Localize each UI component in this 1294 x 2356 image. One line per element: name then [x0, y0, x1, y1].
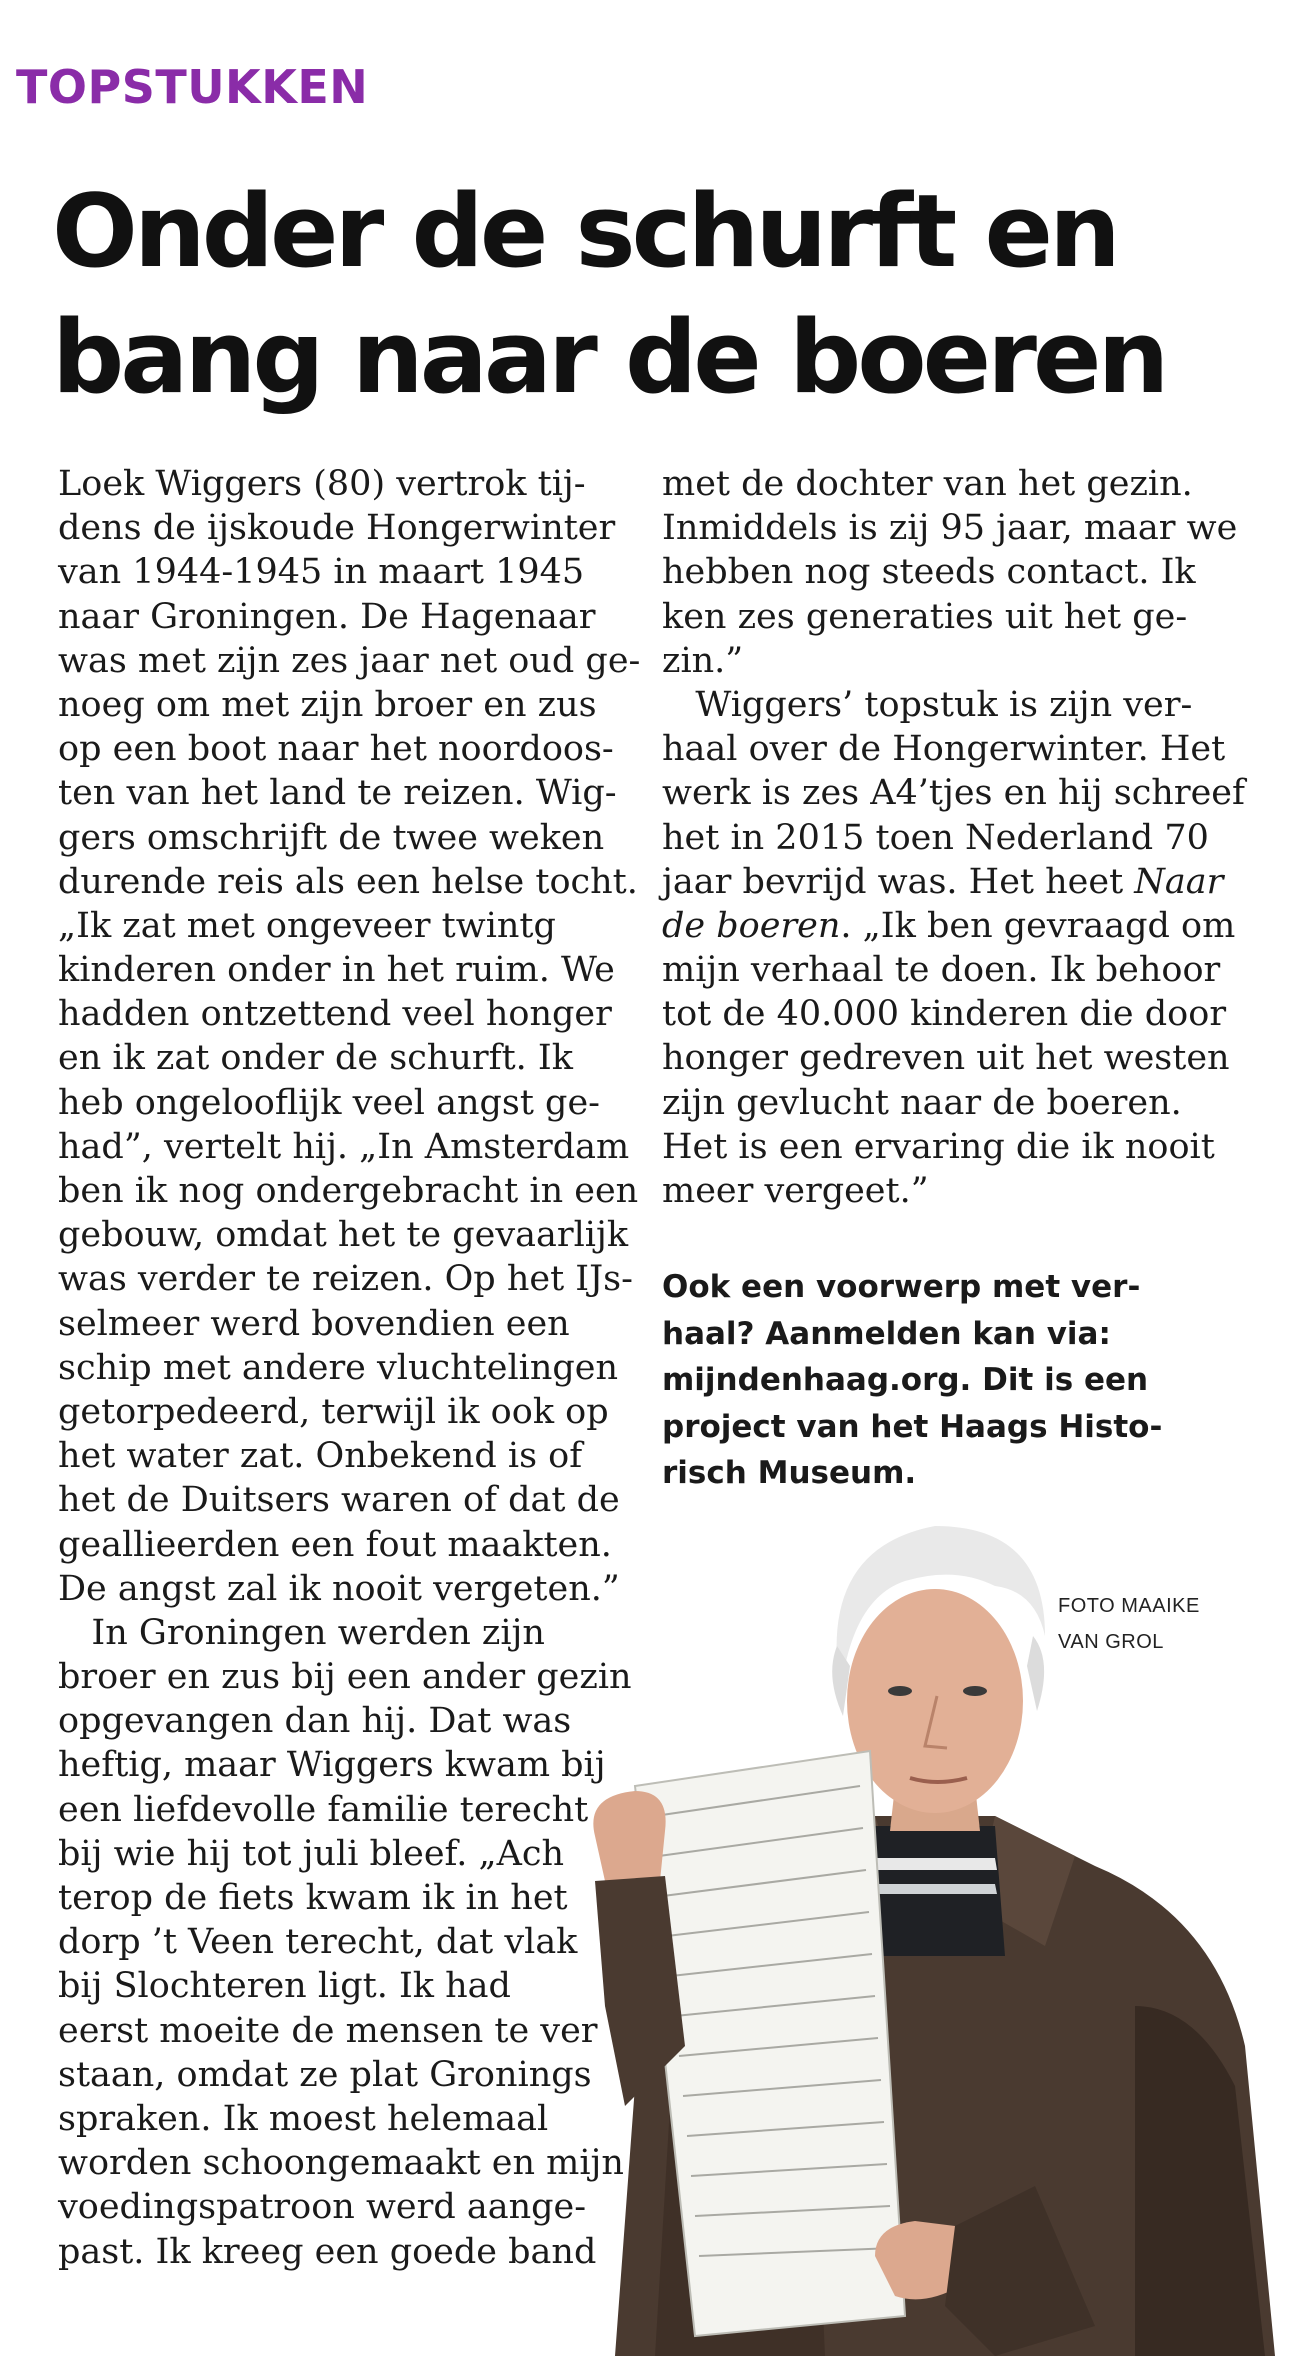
- body-line: een liefdevolle familie terecht: [58, 1789, 589, 1830]
- photo-credit: [1058, 1588, 1200, 1660]
- body-line: broer en zus bij een ander gezin: [58, 1657, 632, 1698]
- body-line: en ik zat onder de schurft. Ik: [58, 1038, 573, 1079]
- body-line: meer vergeet.”: [662, 1171, 929, 1211]
- body-line: Loek Wiggers (80) vertrok tij-: [58, 464, 586, 504]
- body-line: eerst moeite de mensen te ver: [58, 2010, 598, 2051]
- body-line: heb ongelooflijk veel angst ge-: [58, 1082, 601, 1123]
- body-line: ten van het land te reizen. Wig-: [58, 773, 617, 814]
- body-line: „Ik zat met ongeveer twintg: [58, 905, 556, 946]
- body-line: bij Slochteren ligt. Ik had: [58, 1966, 511, 2007]
- sweater-stripe: [873, 1884, 997, 1894]
- body-text: jaar bevrijd was. Het heet: [662, 861, 1124, 902]
- body-line: had”, vertelt hij. „In Amsterdam: [58, 1126, 630, 1167]
- body-line: dens de ijskoude Hongerwinter: [58, 508, 616, 549]
- headline-line-2: bang naar de boeren: [52, 298, 1166, 416]
- body-line: schip met andere vluchtelingen: [58, 1347, 619, 1388]
- body-line-with-title: [662, 860, 1262, 904]
- body-line: met de dochter van het gezin.: [662, 464, 1193, 504]
- body-line: was verder te reizen. Op het IJs-: [58, 1259, 633, 1300]
- body-line-with-title: [662, 904, 1262, 948]
- story-title-part-1: Naar: [1134, 861, 1224, 902]
- body-line: was met zijn zes jaar net oud ge-: [58, 640, 641, 681]
- body-column-left: [58, 462, 641, 2274]
- body-line: honger gedreven uit het westen: [662, 1038, 1230, 1079]
- body-line: heftig, maar Wiggers kwam bij: [58, 1745, 606, 1786]
- body-line: hebben nog steeds contact. Ik: [662, 552, 1196, 593]
- hand: [593, 1791, 665, 1889]
- body-line: mijn verhaal te doen. Ik behoor: [662, 950, 1221, 991]
- body-line: noeg om met zijn broer en zus: [58, 684, 597, 725]
- sweater-stripe: [873, 1858, 997, 1870]
- body-line: tot de 40.000 kinderen die door: [662, 994, 1227, 1035]
- body-line: selmeer werd bovendien een: [58, 1303, 570, 1344]
- body-line: Wiggers’ topstuk is zijn ver-: [662, 684, 1193, 725]
- body-line: spraken. Ik moest helemaal: [58, 2098, 549, 2139]
- body-line: geallieerden een fout maakten.: [58, 1524, 612, 1565]
- promo-line: project van het Haags Histo-: [662, 1408, 1163, 1445]
- body-line: De angst zal ik nooit vergeten.”: [58, 1568, 620, 1609]
- body-line: zin.”: [662, 640, 744, 681]
- body-line: getorpedeerd, terwijl ik ook op: [58, 1391, 609, 1432]
- body-column-right: [662, 462, 1262, 1213]
- body-line: worden schoongemaakt en mijn: [58, 2143, 624, 2184]
- body-line: voedingspatroon werd aange-: [58, 2187, 587, 2228]
- promo-line: haal? Aanmelden kan via:: [662, 1315, 1111, 1352]
- promo-line: risch Museum.: [662, 1455, 917, 1491]
- photo-credit-line: VAN GROL: [1058, 1631, 1164, 1653]
- body-line: staan, omdat ze plat Gronings: [58, 2054, 592, 2095]
- body-line: In Groningen werden zijn: [58, 1612, 545, 1653]
- body-line: werk is zes A4’tjes en hij schreef: [662, 773, 1245, 814]
- story-title-part-2: de boeren: [662, 905, 841, 946]
- headline: [52, 168, 1282, 420]
- body-line: gers omschrijft de twee weken: [58, 817, 605, 858]
- body-line: Het is een ervaring die ik nooit: [662, 1126, 1215, 1167]
- promo-line: Ook een voorwerp met ver-: [662, 1269, 1141, 1305]
- body-line: haal over de Hongerwinter. Het: [662, 729, 1226, 770]
- body-line: opgevangen dan hij. Dat was: [58, 1701, 572, 1742]
- body-line: durende reis als een helse tocht.: [58, 861, 638, 902]
- white-hair: [1027, 1636, 1044, 1711]
- body-line: zijn gevlucht naar de boeren.: [662, 1082, 1182, 1123]
- body-line: op een boot naar het noordoos-: [58, 729, 614, 770]
- promo-callout: [662, 1264, 1222, 1497]
- body-line: kinderen onder in het ruim. We: [58, 950, 615, 991]
- body-line: terop de fiets kwam ik in het: [58, 1878, 568, 1918]
- body-line: ben ik nog ondergebracht in een: [58, 1171, 639, 1211]
- body-text: . „Ik ben gevraagd om: [840, 905, 1236, 946]
- photo-credit-line: FOTO MAAIKE: [1058, 1595, 1200, 1617]
- body-line: het in 2015 toen Nederland 70: [662, 817, 1209, 858]
- body-line: van 1944-1945 in maart 1945: [58, 552, 585, 593]
- section-kicker: TOPSTUKKEN: [16, 60, 369, 114]
- body-line: hadden ontzettend veel honger: [58, 994, 612, 1035]
- promo-line: mijndenhaag.org. Dit is een: [662, 1362, 1149, 1398]
- body-line: het de Duitsers waren of dat de: [58, 1480, 620, 1521]
- eye: [888, 1686, 912, 1696]
- body-line: dorp ’t Veen terecht, dat vlak: [58, 1922, 578, 1963]
- body-line: bij wie hij tot juli bleef. „Ach: [58, 1833, 565, 1874]
- body-line: het water zat. Onbekend is of: [58, 1436, 583, 1477]
- body-line: naar Groningen. De Hagenaar: [58, 596, 596, 637]
- body-line: ken zes generaties uit het ge-: [662, 596, 1188, 637]
- body-line: Inmiddels is zij 95 jaar, maar we: [662, 508, 1238, 549]
- body-line: past. Ik kreeg een goede band: [58, 2231, 597, 2272]
- headline-line-1: Onder de schurft en: [52, 172, 1117, 290]
- body-line: gebouw, omdat het te gevaarlijk: [58, 1215, 629, 1256]
- eye: [963, 1686, 987, 1696]
